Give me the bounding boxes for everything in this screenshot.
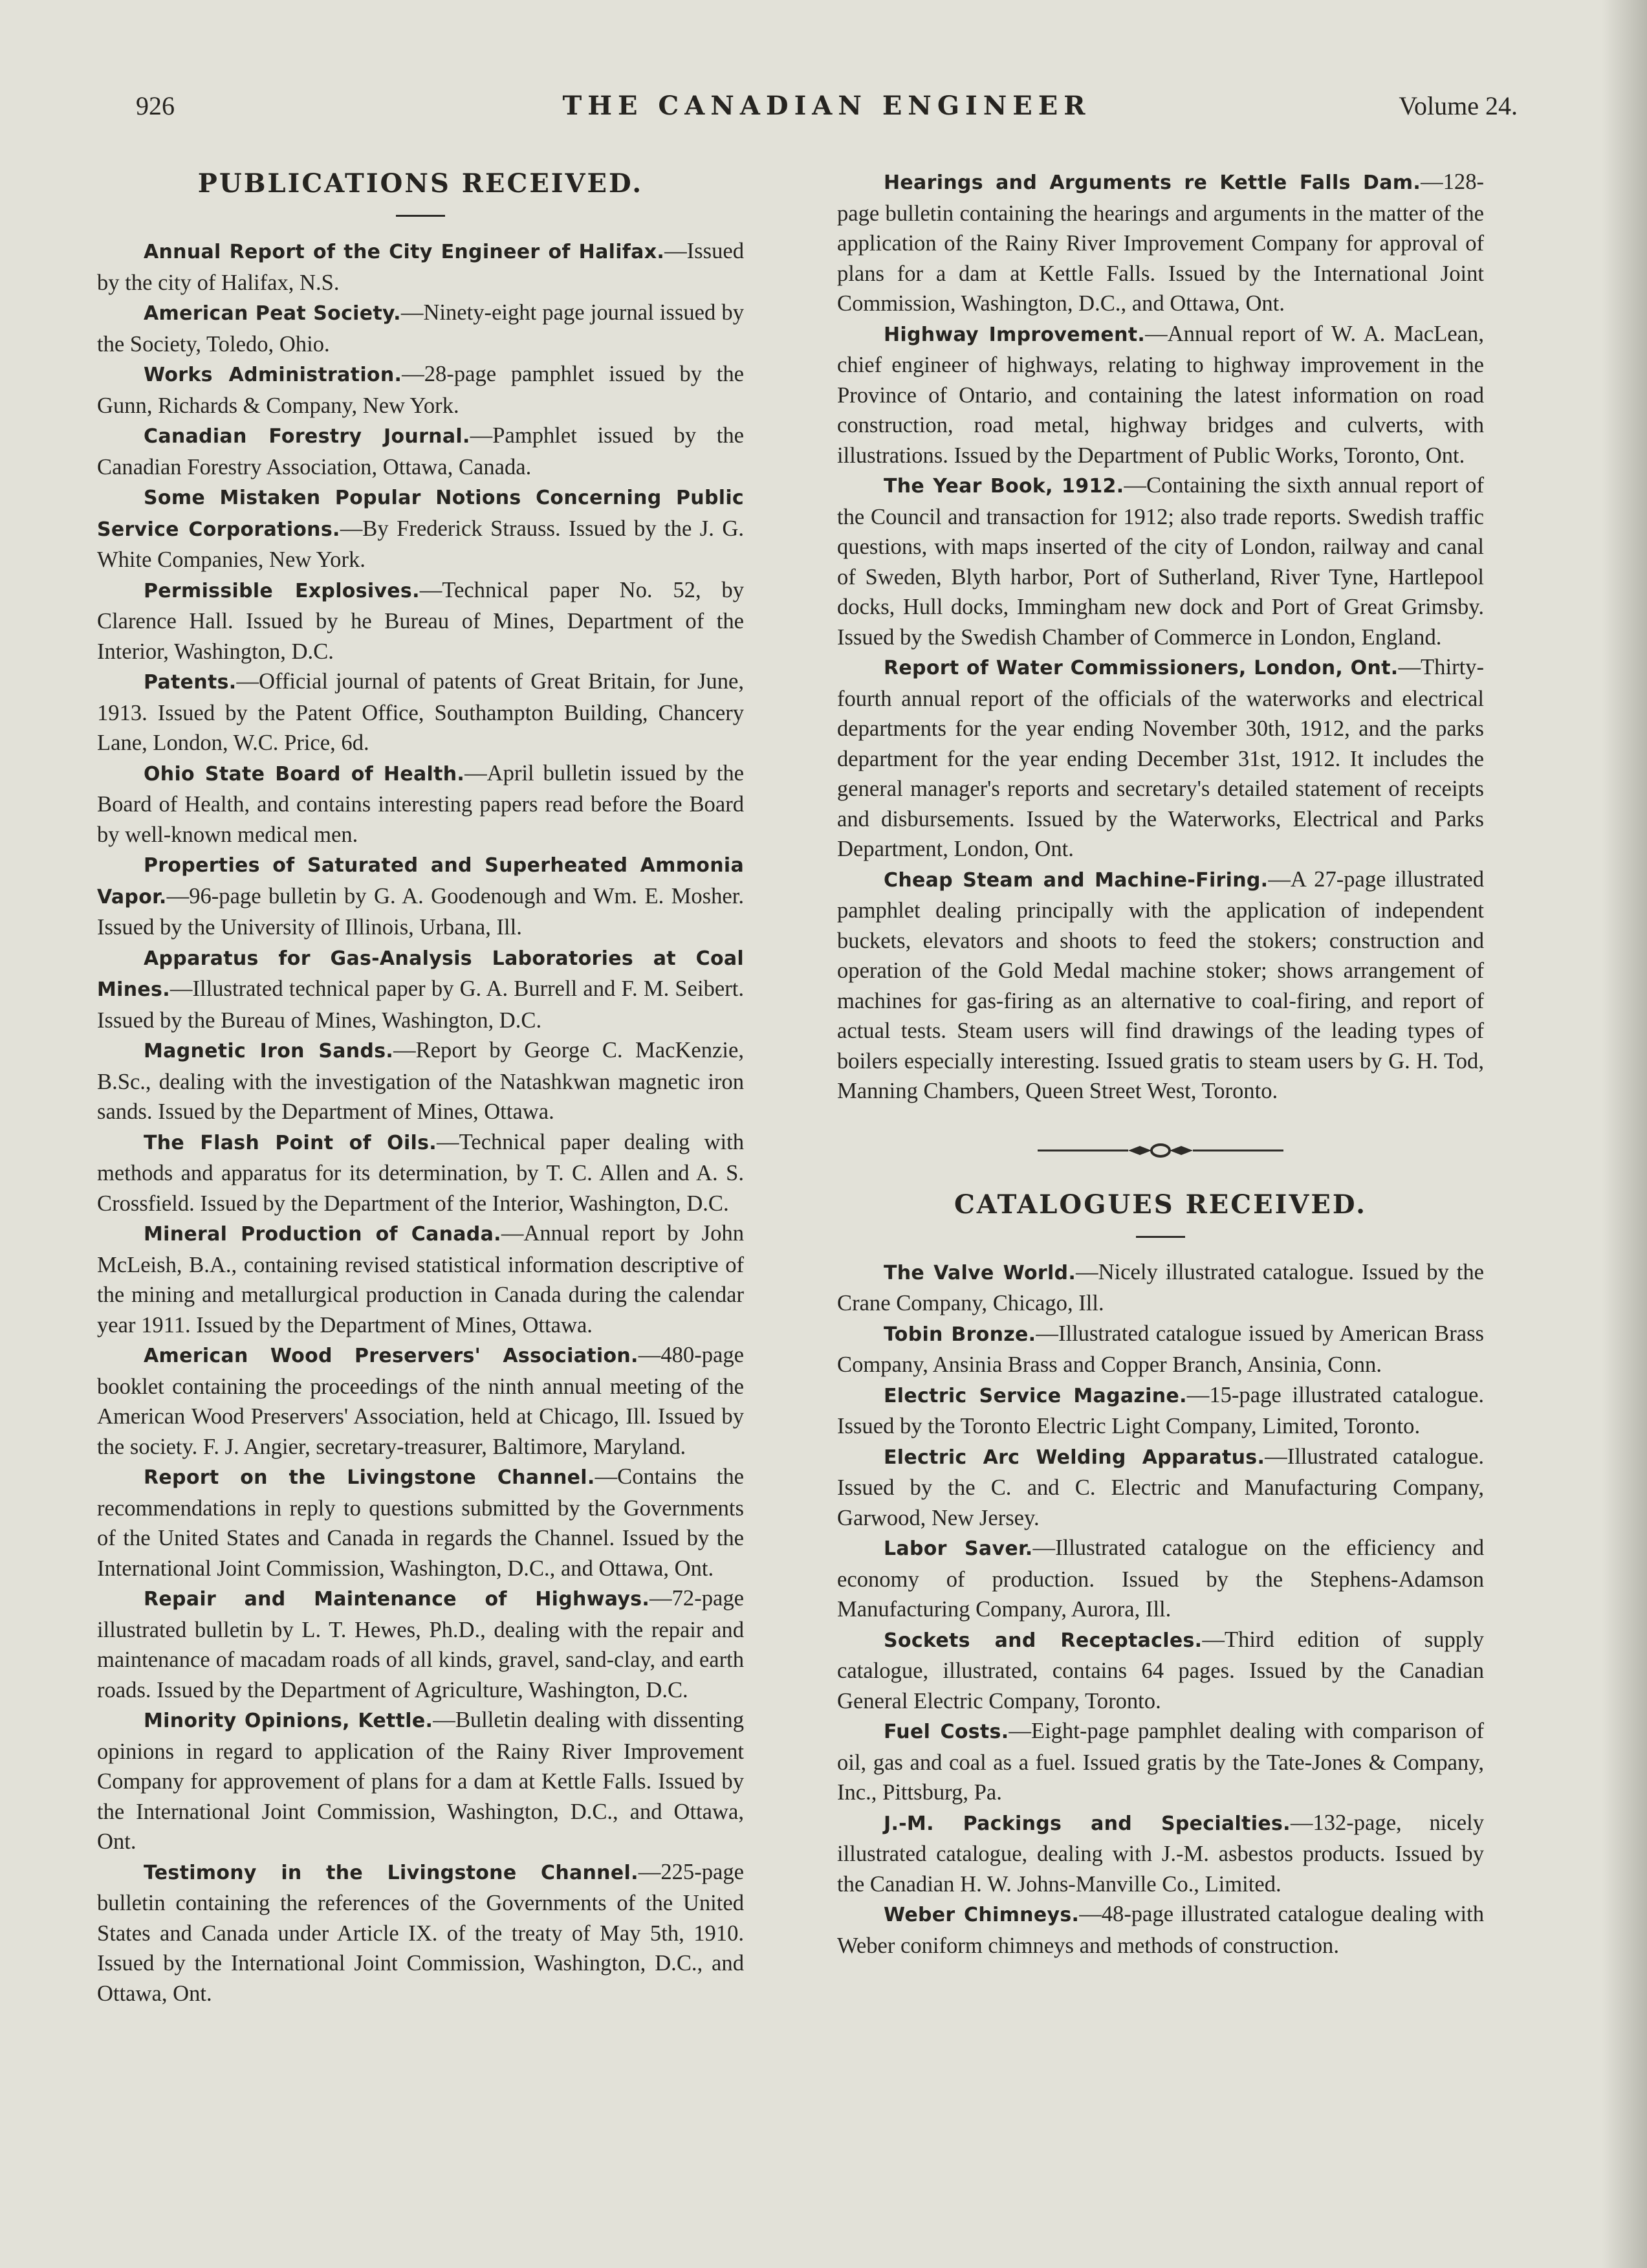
entry-text: —96-page bulletin by G. A. Goodenough and Wm. E. Mosher. Issued by the University of Illinois, Urbana, Ill. — [97, 883, 744, 940]
entry-title: Mineral Production of Canada. — [144, 1223, 501, 1246]
catalogue-entry — [837, 1442, 1484, 1534]
publication-entry — [97, 666, 744, 758]
publication-entry — [97, 758, 744, 850]
catalogue-entry — [837, 1380, 1484, 1442]
entry-title: Patents. — [144, 671, 237, 694]
catalogues-heading: CATALOGUES RECEIVED. — [954, 1189, 1368, 1220]
entry-text: —Third edition of supply catalogue, illustrated, contains 64 pages. Issued by the Canadian General Electric Company, Toronto. — [837, 1627, 1484, 1713]
left-column — [97, 167, 744, 2009]
entry-title: Cheap Steam and Machine-Firing. — [884, 868, 1269, 892]
publication-entry — [97, 1705, 744, 1857]
entry-text: —Annual report of W. A. MacLean, chief engineer of highways, relating to highway improvement in the Province of Ontario, and containing the latest information on road construction, road metal, highway bridges and culverts, with illustrations. Issued by the Department of Public Works, Toronto, Ont. — [837, 321, 1484, 468]
entry-title: Properties of Saturated and Superheated Ammonia Vapor. — [97, 854, 744, 908]
publication-entry — [97, 482, 744, 575]
entry-text: —480-page booklet containing the proceedings of the ninth annual meeting of the American Wood Preservers' Association, held at Chicago, Ill. Issued by the society. F. J. Angier, secretary-treasurer, Baltimore, Maryland. — [97, 1343, 744, 1459]
entry-text: —Illustrated technical paper by G. A. Burrell and F. M. Seibert. Issued by the Bureau of Mines, Washington, D.C. — [97, 976, 744, 1033]
catalogue-entry — [837, 1257, 1484, 1319]
entry-title: Minority Opinions, Kettle. — [144, 1710, 433, 1732]
publication-entry — [97, 575, 744, 667]
catalogue-entry — [837, 1716, 1484, 1808]
entry-text: —Eight-page pamphlet dealing with comparison of oil, gas and coal as a fuel. Issued gratis by the Tate-Jones & Company, Inc., Pittsburg, Pa. — [837, 1719, 1484, 1805]
section-ornament — [837, 1131, 1484, 1170]
entry-title: Magnetic Iron Sands. — [144, 1040, 394, 1062]
publication-entry — [97, 1218, 744, 1340]
entry-title: Electric Arc Welding Apparatus. — [884, 1446, 1265, 1469]
publication-entry — [97, 943, 744, 1036]
ornament-divider-icon — [1038, 1131, 1283, 1170]
entry-title: The Flash Point of Oils. — [144, 1131, 437, 1154]
entry-title: Report on the Livingstone Channel. — [144, 1466, 595, 1489]
entry-title: Sockets and Receptacles. — [884, 1629, 1203, 1652]
entry-text: —Technical paper No. 52, by Clarence Hall. Issued by he Bureau of Mines, Department of the Interior, Washington, D.C. — [97, 577, 744, 664]
publication-entry — [97, 1583, 744, 1705]
entry-text: —By Frederick Strauss. Issued by the J. G. White Companies, New York. — [97, 516, 744, 572]
publication-entry — [97, 1857, 744, 2009]
page-header — [136, 91, 1518, 142]
page-number: 926 — [136, 91, 175, 120]
publication-entry — [97, 298, 744, 359]
publication-entry — [97, 421, 744, 482]
catalogue-entry — [837, 1319, 1484, 1380]
entry-text: —April bulletin issued by the Board of Health, and contains interesting papers read before the Board by well-known medical men. — [97, 760, 744, 847]
entry-title: Report of Water Commissioners, London, Ont. — [884, 657, 1399, 679]
entry-text: —Official journal of patents of Great Britain, for June, 1913. Issued by the Patent Office, Southampton Building, Chancery Lane, London, W.C. Price, 6d. — [97, 669, 744, 755]
catalogue-entry — [837, 1899, 1484, 1961]
publication-entry — [97, 1127, 744, 1219]
entry-title: Canadian Forestry Journal. — [144, 425, 470, 448]
entry-text: —Issued by the city of Halifax, N.S. — [97, 239, 744, 295]
entry-title: Electric Service Magazine. — [884, 1384, 1187, 1407]
catalogue-entry — [837, 1808, 1484, 1900]
entry-text: —Report by George C. MacKenzie, B.Sc., dealing with the investigation of the Natashkwan magnetic iron sands. Issued by the Department of Mines, Ottawa. — [97, 1038, 744, 1124]
entry-title: Apparatus for Gas-Analysis Laboratories at Coal Mines. — [97, 947, 744, 1001]
entry-text: —Bulletin dealing with dissenting opinions in regard to application of the Rainy River Improvement Company for approvement of plans for a dam at Kettle Falls. Issued by the International Joint Commission, Washington, D.C., and Ottawa, Ont. — [97, 1708, 744, 1854]
entry-text: —Pamphlet issued by the Canadian Forestry Association, Ottawa, Canada. — [97, 423, 744, 479]
publication-entry — [837, 319, 1484, 471]
catalogue-entry — [837, 1625, 1484, 1717]
heading-rule — [396, 215, 445, 217]
entry-text: —Illustrated catalogue issued by American Brass Company, Ansinia Brass and Copper Branch, Ansinia, Conn. — [837, 1321, 1485, 1377]
entry-text: —Ninety-eight page journal issued by the Society, Toledo, Ohio. — [97, 300, 744, 357]
entry-title: Fuel Costs. — [884, 1721, 1009, 1743]
heading-rule — [1136, 1236, 1185, 1238]
entry-title: Tobin Bronze. — [884, 1323, 1036, 1346]
entry-title: Labor Saver. — [884, 1537, 1033, 1560]
entry-title: Works Administration. — [144, 364, 402, 386]
entry-text: —48-page illustrated catalogue dealing with Weber coniform chimneys and methods of construction. — [837, 1902, 1484, 1958]
entry-title: J.-M. Packings and Specialties. — [884, 1812, 1291, 1835]
entry-text: —132-page, nicely illustrated catalogue, dealing with J.-M. asbestos products. Issued by the Canadian H. W. Johns-Manville Co., Limited. — [837, 1810, 1484, 1897]
entry-title: Testimony in the Livingstone Channel. — [144, 1861, 638, 1884]
entry-text: —128-page bulletin containing the hearings and arguments in the matter of the application of the Rainy River Improvement Company for approval of plans for a dam at Kettle Falls. Issued by the International Joint Commission, Washington, D.C., and Ottawa, Ont. — [837, 170, 1484, 316]
entry-title: American Wood Preservers' Association. — [144, 1345, 638, 1367]
entry-text: —Technical paper dealing with methods and apparatus for its determination, by T. C. Allen and A. S. Crossfield. Issued by the Department of the Interior, Washington, D.C. — [97, 1129, 744, 1216]
entry-text: —Illustrated catalogue on the efficiency and economy of production. Issued by the Stephens-Adamson Manufacturing Company, Aurora, Ill. — [837, 1536, 1484, 1622]
entry-title: The Year Book, 1912. — [884, 475, 1124, 498]
entry-title: American Peat Society. — [144, 302, 401, 325]
journal-title: THE CANADIAN ENGINEER — [562, 91, 1091, 121]
entry-text: —15-page illustrated catalogue. Issued by the Toronto Electric Light Company, Limited, Toronto. — [837, 1382, 1484, 1438]
publication-entry — [837, 652, 1484, 864]
publication-entry — [837, 864, 1484, 1106]
entry-text: —Thirty-fourth annual report of the officials of the waterworks and electrical departments for the year ending November 30th, 1912, and the parks department for the year ending December 31st, 1912. It includes the general manager's reports and secretary's detailed statement of receipts and disbursements. Issued by the Waterworks, Electrical and Parks Department, London, Ont. — [837, 655, 1484, 861]
right-column — [837, 167, 1484, 1961]
entry-title: The Valve World. — [884, 1261, 1076, 1284]
entry-text: —72-page illustrated bulletin by L. T. Hewes, Ph.D., dealing with the repair and maintenance of macadam roads of all kinds, gravel, sand-clay, and earth roads. Issued by the Department of Agriculture, Washington, D.C. — [97, 1586, 744, 1702]
entry-title: Hearings and Arguments re Kettle Falls Dam. — [884, 171, 1421, 194]
catalogue-entry — [837, 1533, 1484, 1625]
entry-title: Weber Chimneys. — [884, 1904, 1080, 1926]
publication-entry — [97, 236, 744, 298]
entry-text: —225-page bulletin containing the references of the Governments of the United States and Canada under Article IX. of the treaty of May 5th, 1910. Issued by the International Joint Commission, Washington, D.C., and Ottawa, Ont. — [97, 1859, 744, 2006]
entry-text: —28-page pamphlet issued by the Gunn, Richards & Company, New York. — [97, 362, 744, 418]
publication-entry — [837, 470, 1484, 652]
entry-title: Repair and Maintenance of Highways. — [144, 1588, 650, 1611]
publication-entry — [97, 1340, 744, 1462]
publication-entry — [97, 850, 744, 943]
publication-entry — [97, 1035, 744, 1127]
entry-title: Permissible Explosives. — [144, 579, 420, 602]
entry-text: —Annual report by John McLeish, B.A., containing revised statistical information descriptive of the mining and metallurgical production in Canada during the calendar year 1911. Issued by the Department of Mines, Ottawa. — [97, 1221, 744, 1338]
publication-entry — [97, 359, 744, 421]
publication-entry — [837, 167, 1484, 319]
page-edge-shadow — [1602, 0, 1647, 2268]
entry-title: Highway Improvement. — [884, 323, 1146, 346]
entry-title: Ohio State Board of Health. — [144, 762, 465, 786]
entry-text: —Containing the sixth annual report of the Council and transaction for 1912; also trade reports. Swedish traffic questions, with maps inserted of the city of London, railway and canal of Sweden, Blyth harbor, Port of Sutherland, River Tyne, Hartlepool docks, Hull docks, Immingham new dock and Port of Great Grimsby. Issued by the Swedish Chamber of Commerce in London, England. — [837, 473, 1484, 650]
publication-entry — [97, 1462, 744, 1583]
entry-title: Annual Report of the City Engineer of Halifax. — [144, 241, 665, 263]
entry-text: —Nicely illustrated catalogue. Issued by the Crane Company, Chicago, Ill. — [837, 1259, 1484, 1316]
entry-text: —Contains the recommendations in reply to questions submitted by the Governments of the United States and Canada in regards the Channel. Issued by the International Joint Commission, Washington, D.C., and Ottawa, Ont. — [97, 1464, 744, 1581]
publications-heading: PUBLICATIONS RECEIVED. — [197, 168, 644, 199]
entry-title: Some Mistaken Popular Notions Concerning Public Service Corporations. — [97, 487, 744, 541]
entry-text: —Illustrated catalogue. Issued by the C. and C. Electric and Manufacturing Company, Garwood, New Jersey. — [837, 1444, 1484, 1530]
entry-text: —A 27-page illustrated pamphlet dealing principally with the application of independent buckets, elevators and shoots to feed the stokers; construction and operation of the Gold Medal machine stoker; shows arrangement of machines for gas-firing as an alternative to coal-firing, and report of actual tests. Steam users will find drawings of the leading types of boilers especially interesting. Issued gratis to steam users by G. H. Tod, Manning Chambers, Queen Street West, Toronto. — [837, 866, 1484, 1103]
volume-label: Volume 24. — [1399, 91, 1518, 120]
